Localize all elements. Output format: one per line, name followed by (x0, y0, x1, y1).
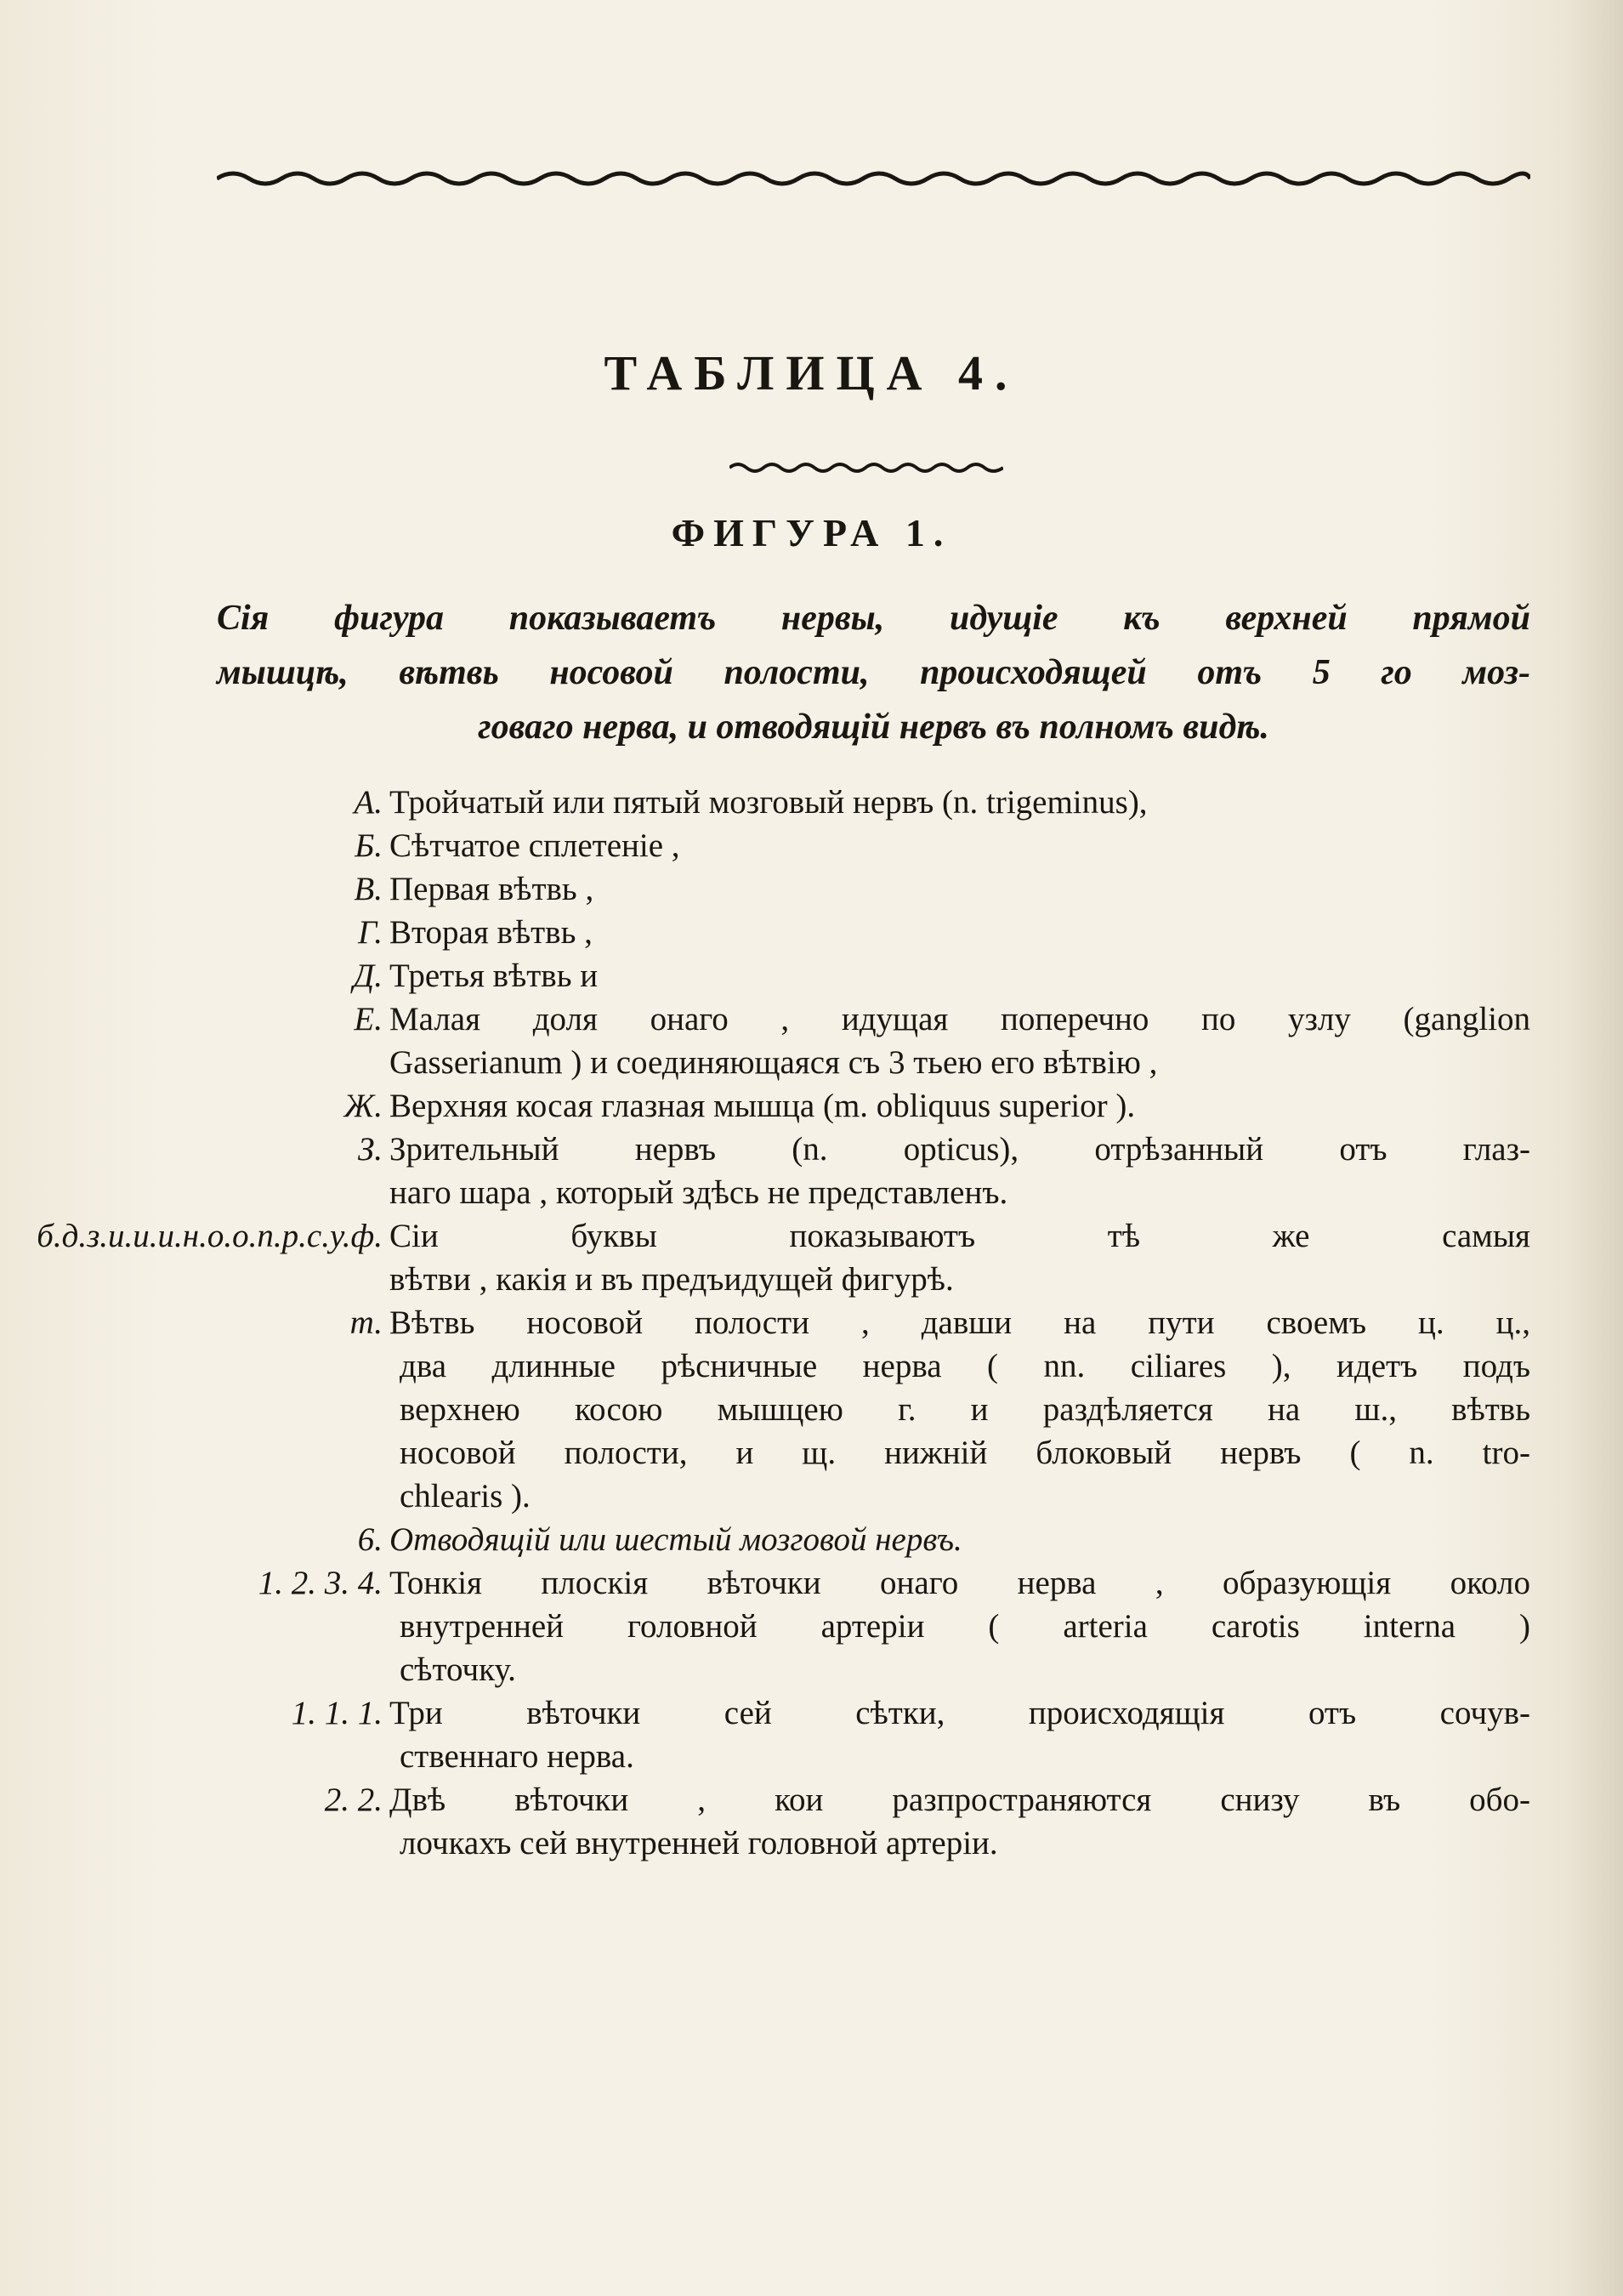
legend-text: Gasserianum ) и соединяющаяся съ 3 тьею его вѣтвію , (389, 1044, 1158, 1081)
legend-text: chlearis ). (400, 1478, 531, 1515)
caption-line: Сія фигура показываетъ нервы, идущіе къ верхней прямой (217, 599, 1530, 638)
legend-entry (0, 911, 1623, 954)
legend-label: З. (357, 1131, 383, 1168)
legend-entry (0, 1084, 1623, 1128)
legend-text: Малая доля онаго , идущая поперечно по узлу (ganglion (389, 1001, 1530, 1037)
legend-text: ственнаго нерва. (400, 1738, 634, 1775)
legend-label: Б. (355, 827, 383, 864)
legend-text: Тонкія плоскія вѣточки онаго нерва , образующія около (389, 1565, 1530, 1601)
legend-text: Вторая вѣтвь , (389, 914, 593, 951)
legend-label: 6. (357, 1521, 383, 1558)
legend-label: Ж. (343, 1088, 383, 1124)
legend-label: Г. (357, 914, 383, 951)
legend-label: 1. 1. 1. (291, 1695, 383, 1731)
legend-text: внутренней головной артеріи ( arteria carotis interna ) (400, 1608, 1530, 1645)
legend-label: А. (354, 784, 383, 821)
legend-entry (0, 1691, 1623, 1778)
caption-line: мышцѣ, вѣтвь носовой полости, происходящей отъ 5 го моз- (217, 653, 1530, 692)
legend-text: два длинные рѣсничные нерва ( nn. ciliares ), идетъ подъ (400, 1348, 1530, 1384)
legend-text: Отводящій или шестый мозговой нервъ. (389, 1521, 962, 1558)
legend-text: носовой полости, и щ. нижній блоковый нервъ ( n. tro- (400, 1435, 1530, 1471)
caption-line: говаго нерва, и отводящій нервъ въ полномъ видѣ. (478, 708, 1269, 747)
legend-entry (0, 1301, 1623, 1518)
legend-entry (0, 824, 1623, 867)
legend-text: Сіи буквы показываютъ тѣ же самыя (389, 1218, 1530, 1254)
legend-label: б.д.з.и.и.и.н.о.о.п.р.с.у.ф. (37, 1218, 383, 1254)
legend-text: Третья вѣтвь и (389, 958, 599, 994)
legend-label: 1. 2. 3. 4. (258, 1565, 383, 1601)
legend-text: сѣточку. (400, 1651, 516, 1688)
legend-text: Зрительный нервъ (n. opticus), отрѣзанный отъ глаз- (389, 1131, 1530, 1168)
figure-title: ФИГУРА 1. (671, 511, 952, 554)
legend-text: Двѣ вѣточки , кои разпространяются снизу въ обо- (389, 1782, 1530, 1818)
legend-entry (0, 1128, 1623, 1214)
ornamental-wavy-rule (217, 162, 1530, 196)
legend-text: верхнею косою мышцею г. и раздѣляется на ш., вѣтвь (400, 1391, 1530, 1428)
legend-text: Тройчатый или пятый мозговый нервъ (n. trigeminus), (389, 784, 1148, 821)
legend-text: Вѣтвь носовой полости , давши на пути своемъ ц. ц., (389, 1304, 1530, 1341)
legend-entry (0, 1778, 1623, 1865)
legend-entry (0, 1561, 1623, 1691)
legend-text: Три вѣточки сей сѣтки, происходящія отъ сочув- (389, 1695, 1530, 1731)
legend-label: Е. (354, 1001, 383, 1037)
legend-label: Д. (353, 958, 383, 994)
legend-label: В. (354, 871, 383, 907)
ornamental-small-rule (729, 457, 1003, 478)
legend-entry (0, 997, 1623, 1084)
legend-text: Первая вѣтвь , (389, 871, 594, 907)
table-title: ТАБЛИЦА 4. (604, 345, 1019, 401)
legend-entry (0, 1518, 1623, 1561)
legend-text: наго шара , который здѣсь не представленъ. (389, 1174, 1008, 1211)
legend-entry (0, 954, 1623, 997)
legend-entry (0, 1214, 1623, 1301)
legend-text: вѣтви , какія и въ предъидущей фигурѣ. (389, 1261, 954, 1298)
legend-list (0, 781, 1623, 1865)
legend-text: Сѣтчатое сплетеніе , (389, 827, 680, 864)
legend-label: 2. 2. (324, 1782, 383, 1818)
legend-text: Верхняя косая глазная мышца (m. obliquus superior ). (389, 1088, 1136, 1124)
legend-entry (0, 781, 1623, 824)
legend-label: т. (349, 1304, 383, 1341)
legend-entry (0, 867, 1623, 911)
legend-text: лочкахъ сей внутренней головной артеріи. (400, 1825, 998, 1861)
figure-caption (217, 591, 1530, 754)
